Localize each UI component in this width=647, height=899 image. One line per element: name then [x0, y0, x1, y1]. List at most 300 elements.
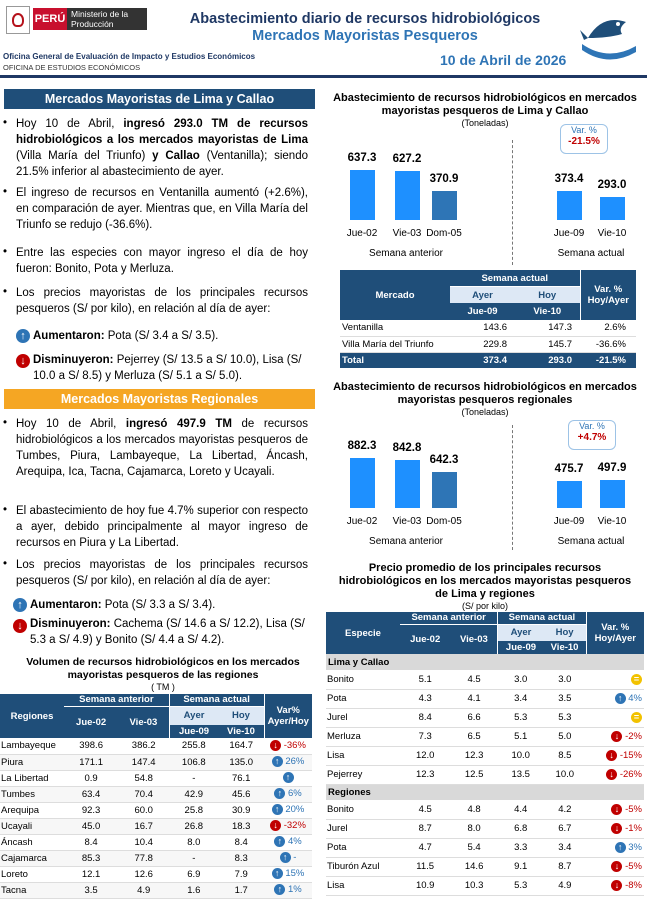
- table-row: [340, 320, 636, 336]
- cell: 386.2: [131, 740, 156, 752]
- bar: [350, 458, 375, 508]
- cell: 7.9: [234, 868, 248, 880]
- cell: 8.3: [234, 852, 248, 864]
- col-var: Var. % Hoy/Ayer: [586, 612, 644, 654]
- col-var: Var. % Hoy/Ayer: [580, 270, 636, 320]
- cell: Cajamarca: [1, 852, 47, 864]
- tick-label: Jue-09: [553, 516, 585, 527]
- table-row: [326, 670, 644, 689]
- lima-paragraph-1: • Hoy 10 de Abril, ingresó 293.0 TM de recursos hidrobiológicos a los mercados mayoristas de Lima (Villa María del Triunfo) y Callao (Ventanilla); siendo 21.5% inferior al abastecimiento de ayer.: [3, 117, 308, 178]
- cell: 4.9: [137, 884, 151, 896]
- cell: 1.7: [234, 884, 248, 896]
- cell: Ucayali: [1, 820, 33, 832]
- cell: Pejerrey: [327, 769, 363, 780]
- col-prev-week: Semana anterior: [64, 694, 169, 706]
- var-cell: [586, 746, 644, 765]
- lima-paragraph-3: • Entre las especies con mayor ingreso el día de hoy fueron: Bonito, Pota y Merluza.: [3, 246, 308, 275]
- cell: 12.1: [81, 868, 101, 880]
- cell: 3.4: [558, 842, 572, 853]
- var-cell: [264, 818, 312, 834]
- group-label: Regiones: [328, 786, 371, 798]
- data-label: 627.2: [392, 152, 422, 165]
- cell: 6.5: [467, 731, 481, 742]
- table-row: [326, 819, 644, 838]
- price-table-title: Precio promedio de los principales recursos hidrobiológicos en los mercados mayoristas pesqueros de Lima y regiones: [338, 562, 632, 600]
- header-divider: [0, 75, 647, 78]
- cell: 77.8: [134, 852, 153, 864]
- group-row: [326, 784, 644, 800]
- var-cell: [264, 754, 312, 770]
- cell: 63.4: [81, 788, 101, 800]
- table-row: [326, 689, 644, 708]
- cell: 3.3: [514, 842, 528, 853]
- cell: 135.0: [229, 756, 254, 768]
- cell: 5.1: [514, 731, 528, 742]
- page-subtitle: Mercados Mayoristas Pesqueros: [252, 28, 478, 44]
- col-cur-week: Semana actual: [169, 694, 264, 706]
- var-cell: [264, 802, 312, 818]
- table-row: [0, 738, 312, 754]
- cell: 12.5: [464, 769, 484, 780]
- table-row: [326, 857, 644, 876]
- table-row: [326, 708, 644, 727]
- cell: 5.0: [558, 731, 572, 742]
- var-value: -32%: [283, 820, 306, 832]
- cell: 12.0: [415, 750, 435, 761]
- regional-section-heading: Mercados Mayoristas Regionales: [4, 389, 315, 409]
- lima-paragraph-4: • Los precios mayoristas de los principales recursos pesqueros (S/ por kilo), en relación al día de ayer:: [3, 286, 308, 315]
- arrow-up-icon: ↑: [274, 884, 285, 895]
- arrow-down-icon: ↓: [606, 769, 617, 780]
- arrow-up-icon: ↑: [615, 842, 626, 853]
- table-row: [0, 818, 312, 834]
- data-label: 497.9: [597, 461, 627, 474]
- office-subname: OFICINA DE ESTUDIOS ECONÓMICOS: [3, 63, 141, 72]
- cell: -36.6%: [595, 338, 626, 350]
- regional-price-up: Aumentaron: Pota (S/ 3.3 a S/ 3.4).: [30, 599, 216, 611]
- var-value: 20%: [285, 804, 305, 816]
- col-vie10: Vie-10: [218, 725, 264, 738]
- cell: 8.7: [558, 861, 572, 872]
- cell: 12.6: [134, 868, 153, 880]
- col-species: Especie: [326, 612, 400, 654]
- regional-paragraph-3: • Los precios mayoristas de los principales recursos pesqueros (S/ por kilo), en relación al día de ayer:: [3, 558, 308, 587]
- table-row: [0, 802, 312, 818]
- lima-paragraph-2: • El ingreso de recursos en Ventanilla aumentó (+2.6%), en comparación de ayer. Mientras que, en Villa María del Triunfo se redujo (-36.6%).: [3, 186, 308, 231]
- regional-var-box: [568, 420, 616, 450]
- arrow-up-icon: ↑: [272, 756, 283, 767]
- var-cell: [586, 838, 644, 857]
- cell: 147.3: [548, 322, 572, 334]
- col-vie03: Vie-03: [118, 706, 169, 738]
- cell: 147.4: [131, 756, 156, 768]
- table-row: [340, 336, 636, 352]
- cell: 6.7: [558, 823, 572, 834]
- var-value: 15%: [285, 868, 305, 880]
- table-row: [0, 866, 312, 882]
- cell: 16.7: [134, 820, 153, 832]
- cell: Lisa: [327, 880, 345, 891]
- cell: Merluza: [327, 731, 361, 742]
- arrow-up-icon: ↑: [13, 598, 27, 612]
- cell: Áncash: [1, 836, 33, 848]
- cell: 8.4: [418, 712, 432, 723]
- cell: 92.3: [81, 804, 101, 816]
- col-prev-week: Semana anterior: [400, 612, 498, 624]
- col-vie10: Vie-10: [544, 641, 586, 654]
- group-label: Semana anterior: [369, 248, 443, 259]
- cell: Total: [342, 354, 364, 366]
- var-value: -8%: [625, 880, 642, 891]
- cell: 10.9: [415, 880, 435, 891]
- cell: 45.0: [81, 820, 101, 832]
- cell: Tiburón Azul: [327, 861, 380, 872]
- cell: Jurel: [327, 712, 348, 723]
- arrow-down-icon: ↓: [270, 740, 281, 751]
- lima-chart-units: (Toneladas): [461, 118, 509, 128]
- table-row: [326, 765, 644, 784]
- arrow-down-icon: ↓: [611, 880, 622, 891]
- arrow-down-icon: ↓: [611, 804, 622, 815]
- cell: Ventanilla: [342, 322, 384, 334]
- cell: Pota: [327, 693, 347, 704]
- group-label: Semana actual: [557, 536, 625, 547]
- cell: 54.8: [134, 772, 153, 784]
- col-jue02: Jue-02: [64, 706, 118, 738]
- var-value: -26%: [619, 769, 642, 780]
- arrow-down-icon: ↓: [16, 354, 30, 368]
- cell: 8.0: [467, 823, 481, 834]
- tick-label: Dom-05: [426, 516, 462, 527]
- cell: Lambayeque: [1, 740, 56, 752]
- lima-chart-title: Abastecimiento de recursos hidrobiológicos en mercados mayoristas pesqueros de Lima y Callao: [333, 92, 637, 117]
- cell: La Libertad: [1, 772, 49, 784]
- cell: 14.6: [464, 861, 484, 872]
- cell: -21.5%: [595, 354, 626, 366]
- data-label: 637.3: [347, 152, 377, 164]
- peru-logo: PERÚ: [33, 8, 67, 30]
- cell: 85.3: [81, 852, 101, 864]
- cell: 4.9: [558, 880, 572, 891]
- tick-label: Vie-10: [597, 228, 627, 239]
- cell: 143.6: [483, 322, 507, 334]
- price-table-units: (S/ por kilo): [461, 601, 508, 611]
- cell: 45.6: [231, 788, 251, 800]
- cell: 60.0: [134, 804, 153, 816]
- table-row: [326, 838, 644, 857]
- col-var: Var% Ayer/Hoy: [264, 694, 312, 738]
- tick-label: Jue-02: [346, 228, 378, 239]
- var-cell: [264, 738, 312, 754]
- lima-section-heading: Mercados Mayoristas de Lima y Callao: [4, 89, 315, 109]
- arrow-up-icon: ↑: [615, 693, 626, 704]
- col-cur-week: Semana actual: [450, 270, 580, 287]
- regional-chart-units: (Toneladas): [461, 407, 509, 417]
- cell: 11.5: [416, 861, 435, 872]
- cell: 10.0: [555, 769, 575, 780]
- arrow-down-icon: ↓: [611, 731, 622, 742]
- group-label: Semana anterior: [369, 536, 443, 547]
- var-value: 6%: [287, 788, 302, 800]
- cell: Tumbes: [1, 788, 35, 800]
- cell: 5.3: [558, 712, 572, 723]
- bar: [557, 191, 582, 220]
- lima-var-box: [560, 124, 608, 154]
- table-row: [0, 882, 312, 898]
- var-cell: [586, 765, 644, 784]
- col-vie10: Vie-10: [515, 303, 580, 320]
- var-value: -1%: [625, 823, 642, 834]
- var-cell: [586, 876, 644, 895]
- cell: 7.3: [418, 731, 432, 742]
- col-ayer: Ayer: [450, 287, 515, 304]
- cell: 293.0: [548, 354, 572, 366]
- arrow-up-icon: ↑: [283, 772, 294, 783]
- col-ayer: Ayer: [498, 624, 544, 641]
- var-cell: [264, 850, 312, 866]
- col-market: Mercado: [340, 270, 450, 320]
- col-vie03: Vie-03: [450, 624, 497, 654]
- table-row: [326, 800, 644, 819]
- var-cell: [586, 689, 644, 708]
- cell: 2.6%: [604, 322, 626, 334]
- report-date: 10 de Abril de 2026: [440, 52, 567, 68]
- bar: [432, 472, 457, 508]
- col-hoy: Hoy: [515, 287, 580, 304]
- cell: 4.4: [514, 803, 528, 815]
- ministry-logo: Ministerio de la Producción: [67, 8, 147, 30]
- cell: Arequipa: [1, 804, 40, 816]
- regional-price-down: Disminuyeron: Cachema (S/ 14.6 a S/ 12.2), Lisa (S/ 5.3 a S/ 4.9) y Bonito (S/ 4.4 a S/ 4.2).: [30, 618, 305, 646]
- var-cell: [586, 727, 644, 746]
- arrow-up-icon: ↑: [272, 868, 283, 879]
- cell: Lisa: [327, 750, 345, 761]
- cell: 8.4: [84, 836, 98, 848]
- table-row: [0, 850, 312, 866]
- cell: Tacna: [1, 884, 27, 896]
- cell: 12.3: [464, 750, 484, 761]
- cell: 30.9: [231, 804, 251, 816]
- var-cell: [586, 708, 644, 727]
- week-separator: [512, 425, 513, 550]
- cell: 171.1: [79, 756, 103, 768]
- col-jue09: Jue-09: [450, 303, 515, 320]
- var-value: -15%: [619, 750, 642, 761]
- tick-label: Dom-05: [426, 228, 462, 239]
- var-value: 4%: [628, 693, 642, 704]
- total-row: [340, 352, 636, 368]
- cell: 5.3: [514, 880, 528, 891]
- cell: 3.4: [514, 693, 528, 704]
- cell: 4.5: [467, 673, 481, 685]
- equal-icon: =: [631, 712, 642, 723]
- col-region: Regiones: [0, 694, 64, 738]
- var-cell: [264, 834, 312, 850]
- cell: Bonito: [327, 673, 354, 685]
- var-cell: [264, 770, 312, 786]
- cell: 9.1: [514, 861, 528, 872]
- cell: Jurel: [327, 823, 348, 834]
- cell: 10.0: [511, 750, 530, 761]
- var-cell: [264, 866, 312, 882]
- cell: -: [192, 852, 196, 864]
- col-hoy: Hoy: [544, 624, 586, 641]
- data-label: 370.9: [429, 172, 459, 185]
- tick-label: Vie-03: [392, 516, 422, 527]
- var-value: -5%: [625, 803, 642, 815]
- bar: [432, 191, 457, 220]
- var-cell: [264, 786, 312, 802]
- cell: 398.6: [79, 740, 103, 752]
- cell: 255.8: [181, 740, 206, 752]
- volume-table-title: Volumen de recursos hidrobiológicos en los mercados mayoristas pesqueros de las regiones: [26, 656, 300, 681]
- bar: [600, 480, 625, 508]
- cell: 164.7: [229, 740, 254, 752]
- cell: 3.5: [558, 693, 572, 704]
- var-value: 1%: [287, 884, 302, 896]
- week-separator: [512, 140, 513, 265]
- col-jue02: Jue-02: [400, 624, 450, 654]
- cell: 1.6: [187, 884, 201, 896]
- cell: 3.0: [558, 673, 572, 685]
- office-name: Oficina General de Evaluación de Impacto y Estudios Económicos: [3, 52, 256, 61]
- cell: 4.8: [467, 803, 481, 815]
- data-label: 882.3: [347, 440, 377, 452]
- col-hoy: Hoy: [218, 706, 264, 725]
- group-row: [326, 654, 644, 670]
- col-ayer: Ayer: [169, 706, 218, 725]
- arrow-down-icon: ↓: [611, 861, 622, 872]
- bar: [600, 197, 625, 220]
- var-value: 4%: [287, 836, 302, 848]
- cell: 4.1: [467, 693, 481, 704]
- var-value: +4.7%: [577, 432, 607, 443]
- cell: 70.4: [134, 788, 153, 800]
- var-label: Var. %: [571, 125, 597, 135]
- lima-price-down: Disminuyeron: Pejerrey (S/ 13.5 a S/ 10.0), Lisa (S/ 10.0 a S/ 8.5) y Merluza (S/ 5.1 a S/ 5.0).: [33, 354, 302, 382]
- bar: [395, 460, 420, 508]
- table-row: [326, 727, 644, 746]
- cell: 5.3: [514, 712, 528, 723]
- cell: 76.1: [231, 772, 251, 784]
- cell: 10.4: [134, 836, 153, 848]
- var-value: -5%: [625, 861, 642, 872]
- data-label: 475.7: [554, 463, 584, 476]
- regional-chart-title: Abastecimiento de recursos hidrobiológicos en mercados mayoristas pesqueros regionales: [333, 381, 637, 406]
- var-value: -: [293, 852, 297, 864]
- bar: [350, 170, 375, 220]
- cell: 3.0: [514, 673, 528, 685]
- data-label: 842.8: [392, 442, 422, 455]
- arrow-down-icon: ↓: [606, 750, 617, 761]
- arrow-up-icon: ↑: [280, 852, 291, 863]
- lima-market-table: [340, 270, 636, 368]
- arrow-down-icon: ↓: [611, 823, 622, 834]
- cell: 4.7: [418, 842, 432, 853]
- table-row: [0, 770, 312, 786]
- table-row: [326, 876, 644, 895]
- arrow-up-icon: ↑: [272, 804, 283, 815]
- tick-label: Jue-02: [346, 516, 378, 527]
- regional-paragraph-2: • El abastecimiento de hoy fue 4.7% superior con respecto a ayer, debido principalmente al mayor ingreso de recursos en Piura y La Libertad.: [3, 504, 308, 549]
- volume-table: [0, 694, 312, 899]
- table-row: [0, 786, 312, 802]
- cell: 12.3: [415, 769, 435, 780]
- var-value: -2%: [625, 731, 642, 742]
- cell: 18.3: [231, 820, 251, 832]
- arrow-up-icon: ↑: [274, 788, 285, 799]
- arrow-up-icon: ↑: [274, 836, 285, 847]
- arrow-down-icon: ↓: [13, 619, 27, 633]
- col-cur-week: Semana actual: [498, 612, 586, 624]
- cell: 0.9: [84, 772, 98, 784]
- tick-label: Vie-10: [597, 516, 627, 527]
- cell: 5.1: [418, 673, 432, 685]
- cell: 8.4: [234, 836, 248, 848]
- group-label: Semana actual: [557, 248, 625, 259]
- cell: 3.5: [84, 884, 98, 896]
- cell: 229.8: [483, 338, 507, 350]
- tick-label: Jue-09: [553, 228, 585, 239]
- group-label: Lima y Callao: [328, 656, 390, 668]
- cell: Piura: [1, 756, 24, 768]
- arrow-up-icon: ↑: [16, 329, 30, 343]
- bar: [395, 171, 420, 220]
- cell: 4.2: [558, 803, 572, 815]
- cell: 6.9: [187, 868, 201, 880]
- cell: 106.8: [181, 756, 206, 768]
- cell: 13.5: [511, 769, 530, 780]
- lima-price-up: Aumentaron: Pota (S/ 3.4 a S/ 3.5).: [33, 330, 219, 342]
- equal-icon: =: [631, 674, 642, 685]
- var-value: -21.5%: [568, 136, 600, 147]
- cell: 4.3: [418, 693, 432, 704]
- fish-logo-icon: [578, 8, 640, 58]
- var-value: 26%: [285, 756, 305, 768]
- regional-paragraph-1: • Hoy 10 de Abril, ingresó 497.9 TM de recursos hidrobiológicos a los mercados mayoristas pesqueros de Tumbes, Piura, Lambayeque, La Libertad, Áncash, Arequipa, Ica, Tacna, Cajamarca, Loreto y Ucayali.: [3, 417, 308, 478]
- var-cell: [586, 800, 644, 819]
- arrow-down-icon: ↓: [270, 820, 281, 831]
- cell: -: [192, 772, 196, 784]
- var-label: Var. %: [579, 421, 605, 431]
- cell: 6.8: [514, 823, 528, 834]
- cell: 10.3: [464, 880, 484, 891]
- cell: 25.8: [184, 804, 204, 816]
- cell: 373.4: [483, 354, 507, 366]
- table-row: [0, 834, 312, 850]
- var-cell: [586, 819, 644, 838]
- page-title: Abastecimiento diario de recursos hidrobiológicos: [189, 11, 541, 27]
- cell: 6.6: [467, 712, 481, 723]
- data-label: 373.4: [554, 172, 584, 185]
- cell: Villa María del Triunfo: [342, 338, 434, 350]
- cell: Pota: [327, 842, 347, 853]
- table-row: [326, 746, 644, 765]
- bar: [557, 481, 582, 508]
- var-value: 3%: [628, 842, 642, 853]
- data-label: 293.0: [597, 179, 627, 191]
- data-label: 642.3: [429, 453, 459, 466]
- cell: 145.7: [548, 338, 572, 350]
- col-jue09: Jue-09: [498, 641, 544, 654]
- tick-label: Vie-03: [392, 228, 422, 239]
- cell: 26.8: [184, 820, 204, 832]
- cell: 5.4: [467, 842, 481, 853]
- cell: 8.0: [187, 836, 201, 848]
- cell: 8.5: [558, 750, 572, 761]
- peru-coat-of-arms-icon: [6, 6, 30, 34]
- cell: Bonito: [327, 803, 354, 815]
